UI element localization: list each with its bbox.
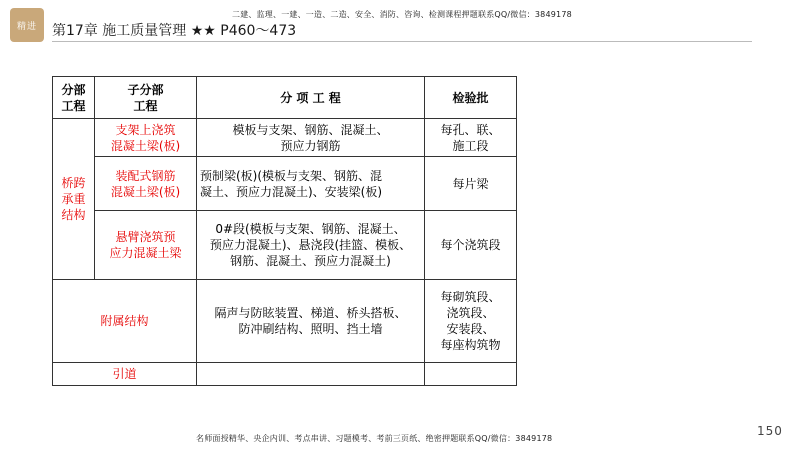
items-cell: 隔声与防眩装置、梯道、桥头搭板、 防冲刷结构、照明、挡土墙 (197, 280, 425, 363)
items-cell (197, 363, 425, 386)
batch-cell: 每孔、联、 施工段 (425, 119, 517, 157)
header-ad-text: 二建、监理、一建、一造、二造、安全、消防、咨询、检测课程押题联系QQ/微信：3849178 (232, 10, 572, 19)
page-number: 150 (757, 424, 783, 438)
table-row (53, 363, 517, 386)
batch-cell (425, 363, 517, 386)
header-inspection-batch: 检验批 (425, 77, 517, 119)
table-row (53, 119, 517, 157)
header-sub-division: 子分部 工程 (95, 77, 197, 119)
quality-division-table (52, 76, 517, 386)
batch-cell: 每片梁 (425, 157, 517, 211)
header-items: 分 项 工 程 (197, 77, 425, 119)
division-cell: 附属结构 (53, 280, 197, 363)
items-cell: 预制梁(板)(模板与支架、钢筋、混 凝土、预应力混凝土)、安装梁(板) (197, 157, 425, 211)
division-cell: 桥跨 承重 结构 (53, 119, 95, 280)
table-row (53, 211, 517, 280)
batch-cell: 每砌筑段、 浇筑段、 安装段、 每座构筑物 (425, 280, 517, 363)
sub-division-cell: 悬臂浇筑预 应力混凝土梁 (95, 211, 197, 280)
footer-ad-text: 名师面授精华、央企内训、考点串讲、习题模考、考前三页纸、绝密押题联系QQ/微信：3849178 (196, 434, 553, 443)
table-row (53, 280, 517, 363)
division-cell: 引道 (53, 363, 197, 386)
items-cell: 0#段(模板与支架、钢筋、混凝土、 预应力混凝土)、悬浇段(挂篮、模板、 钢筋、混凝土、预应力混凝土) (197, 211, 425, 280)
sub-division-cell: 装配式钢筋 混凝土梁(板) (95, 157, 197, 211)
title-divider (52, 41, 752, 42)
logo-icon: 精进 (10, 8, 44, 42)
sub-division-cell: 支架上浇筑 混凝土梁(板) (95, 119, 197, 157)
batch-cell: 每个浇筑段 (425, 211, 517, 280)
items-cell: 模板与支架、钢筋、混凝土、 预应力钢筋 (197, 119, 425, 157)
chapter-title: 第17章 施工质量管理 ★★ P460～473 (52, 23, 297, 39)
table-row (53, 157, 517, 211)
header-division: 分部 工程 (53, 77, 95, 119)
table-header-row (53, 77, 517, 119)
